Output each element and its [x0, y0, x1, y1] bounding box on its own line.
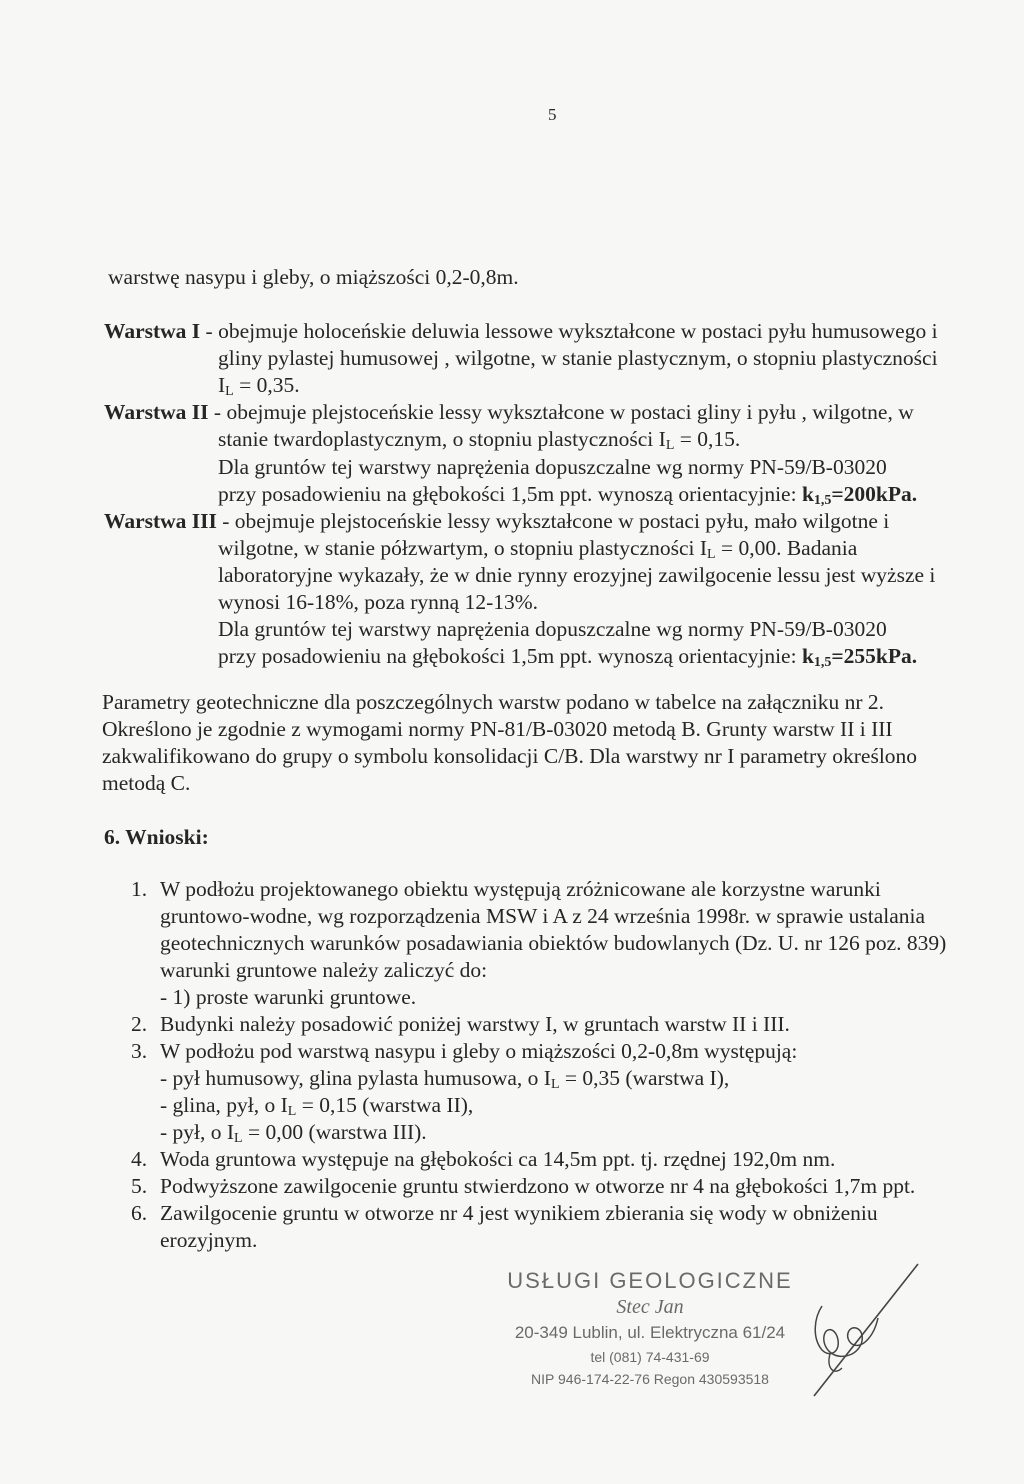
handwritten-signature [800, 1258, 930, 1398]
layer-2-line-2: stanie twardoplastycznym, o stopniu plastyczności $I_L = 0,15$. [218, 427, 741, 453]
parameters-line-4: metodą C. [102, 771, 191, 795]
stamp-company-name: USŁUGI GEOLOGICZNE [507, 1268, 793, 1293]
layer-3-line-6: przy posadowieniu na głębokości 1,5m ppt. wynoszą orientacyjnie: $k_{1,5}=255kPa$. [218, 644, 918, 670]
stamp-phone: tel (081) 74-431-69 [590, 1349, 710, 1365]
layer-1-text: - obejmuje holoceńskie deluwia lessowe wykształcone w postaci pyłu humusowego i [205, 319, 938, 343]
conclusion-4-number: 4. [131, 1147, 148, 1171]
stamp-address: 20-349 Lublin, ul. Elektryczna 61/24 [514, 1323, 786, 1342]
conclusion-3-number: 3. [131, 1039, 148, 1063]
layer-2-line-4: przy posadowieniu na głębokości 1,5m ppt. wynoszą orientacyjnie: $k_{1,5}=200kPa$. [218, 482, 918, 508]
conclusion-5-text: Podwyższone zawilgocenie gruntu stwierdzono w otworze nr 4 na głębokości 1,7m ppt. [160, 1174, 916, 1198]
conclusion-1-line-2: gruntowo-wodne, wg rozporządzenia MSW i A z 24 września 1998r. w sprawie ustalania [160, 904, 926, 928]
layer-2-line-1 [104, 400, 914, 424]
layer-2-line-3: Dla gruntów tej warstwy naprężenia dopuszczalne wg normy PN-59/B-03020 [218, 455, 887, 479]
conclusion-6-line-2: erozyjnym. [160, 1228, 258, 1252]
layer-3-label: Warstwa III [104, 509, 217, 533]
parameters-line-1: Parametry geotechniczne dla poszczególnych warstw podano w tabelce na załączniku nr 2. [102, 690, 885, 714]
conclusion-3-sub-2: - glina, pył, o $I_L = 0,15$ (warstwa II), [160, 1093, 474, 1119]
conclusion-1-line-3: geotechnicznych warunków posadawiania obiektów budowlanych (Dz. U. nr 126 poz. 839) [160, 931, 947, 955]
conclusion-6-line-1: Zawilgocenie gruntu w otworze nr 4 jest wynikiem zbierania się wody w obniżeniu [160, 1201, 878, 1225]
conclusion-1-number: 1. [131, 877, 148, 901]
conclusion-3-sub-3: - pył, o $I_L = 0,00$ (warstwa III). [160, 1120, 427, 1146]
conclusion-6-number: 6. [131, 1201, 148, 1225]
stamp-nip-regon: NIP 946-174-22-76 Regon 430593518 [531, 1371, 769, 1387]
layer-1-label: Warstwa I [104, 319, 201, 343]
layer-3-line-3: laboratoryjne wykazały, że w dnie rynny erozyjnej zawilgocenie lessu jest wyższe i [218, 563, 936, 587]
layer-3-line-4: wynosi 16-18%, poza rynną 12-13%. [218, 590, 539, 614]
layer-3-line-5: Dla gruntów tej warstwy naprężenia dopuszczalne wg normy PN-59/B-03020 [218, 617, 887, 641]
layer-2-text: - obejmuje plejstoceńskie lessy wykształcone w postaci gliny i pyłu , wilgotne, w [213, 400, 914, 424]
conclusion-5-number: 5. [131, 1174, 148, 1198]
stamp-owner-name: Stec Jan [616, 1296, 684, 1318]
conclusion-3-text: W podłożu pod warstwą nasypu i gleby o miąższości 0,2-0,8m występują: [160, 1039, 798, 1063]
conclusion-1-line-5: - 1) proste warunki gruntowe. [160, 985, 417, 1009]
layer-1-line-3: $I_L = 0,35$. [218, 373, 300, 399]
layer-2-k-value: $k_{1,5}=200kPa$. [801, 482, 918, 508]
parameters-line-3: zakwalifikowano do grupy o symbolu konsolidacji C/B. Dla warstwy nr I parametry określono [102, 744, 918, 768]
layer-1-line-2: gliny pylastej humusowej , wilgotne, w stanie plastycznym, o stopniu plastyczności [218, 346, 938, 370]
conclusion-1-line-4: warunki gruntowe należy zaliczyć do: [160, 958, 488, 982]
conclusion-2-number: 2. [131, 1012, 148, 1036]
page-number: 5 [548, 105, 557, 124]
layer-2-label: Warstwa II [104, 400, 209, 424]
layer-1-line-1 [104, 319, 938, 343]
layer-3-line-1 [104, 509, 889, 533]
section-heading: 6. Wnioski: [104, 825, 209, 849]
layer-3-line-2: wilgotne, w stanie półzwartym, o stopniu plastyczności $I_L = 0,00$. Badania [218, 536, 858, 562]
conclusion-3-sub-1: - pył humusowy, glina pylasta humusowa, o $I_L = 0,35$ (warstwa I), [160, 1066, 730, 1092]
parameters-line-2: Określono je zgodnie z wymogami normy PN-81/B-03020 metodą B. Grunty warstw II i III [102, 717, 893, 741]
layer-3-k-value: $k_{1,5}=255kPa$. [801, 644, 918, 670]
layer-3-text: - obejmuje plejstoceńskie lessy wykształcone w postaci pyłu, mało wilgotne i [222, 509, 890, 533]
conclusion-4-text: Woda gruntowa występuje na głębokości ca 14,5m ppt. tj. rzędnej 192,0m nm. [160, 1147, 836, 1171]
conclusion-1-line-1: W podłożu projektowanego obiektu występują zróżnicowane ale korzystne warunki [160, 877, 881, 901]
intro-line: warstwę nasypu i gleby, o miąższości 0,2-0,8m. [108, 265, 519, 289]
conclusion-2-text: Budynki należy posadowić poniżej warstwy I, w gruntach warstw II i III. [160, 1012, 790, 1036]
